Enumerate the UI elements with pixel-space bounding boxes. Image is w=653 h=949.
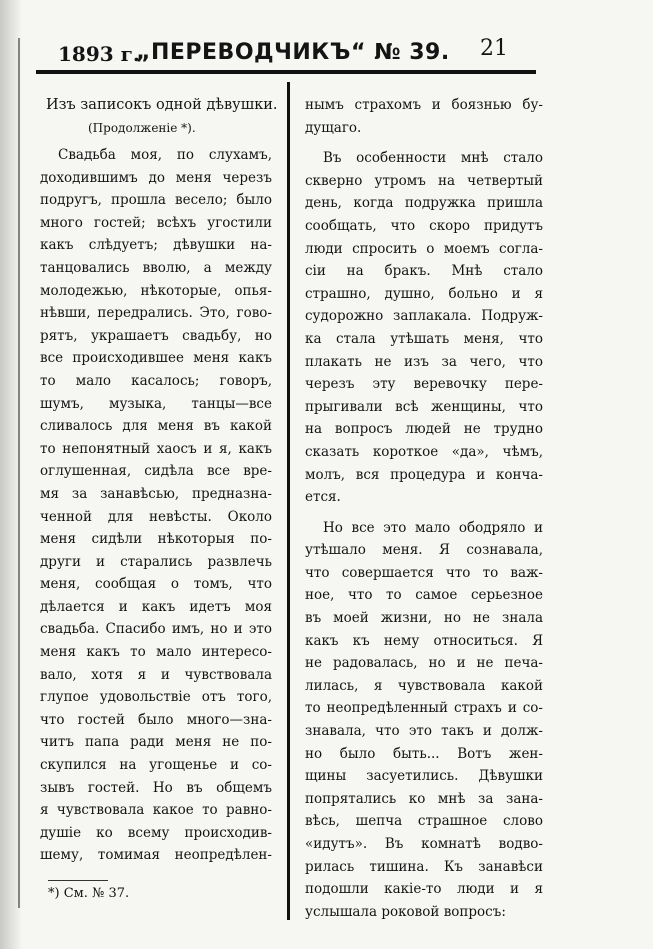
text-line: нымъ страхомъ и боязнью бу- [305,97,543,113]
text-line: сообщать, что скоро придутъ [305,217,543,234]
text-line: сіи на бракъ. Мнѣ стало [305,263,543,280]
text-line: много гостей; всѣхъ угостили [40,214,272,231]
text-line: день, когда подружка пришла [305,195,543,212]
text-line: читъ папа ради меня не по- [40,734,272,751]
text-line: Свадьба моя, по слухамъ, [58,147,272,163]
text-line: вѣсь, шепча страшное слово [305,813,543,830]
text-line: но было быть... Вотъ жен- [305,745,543,762]
text-line: мя за занавѣсью, предназна- [40,485,272,502]
text-line: «идутъ». Въ комнатѣ водво- [305,836,543,852]
text-line: прыгивали всѣ женщины, что [305,398,543,415]
footnote: *) См. № 37. [48,886,130,901]
text-line: скупился на угощенье и со- [40,757,272,774]
header-rule [36,70,536,74]
text-line: оглушенная, сидѣла все вре- [40,463,272,480]
right-paragraph-3 [305,517,543,924]
text-line: танцовались вволю, а между [40,259,272,276]
column-divider [287,82,290,920]
text-line: Въ особенности мнѣ стало [323,150,543,167]
text-line: душіе ко всему происходив- [40,824,272,841]
text-line: молъ, вся процедура и конча- [305,466,543,483]
text-line: знавала, что это такъ и долж- [305,723,543,740]
text-line: я чувствовала какое то равно- [40,802,272,819]
right-column [305,94,543,923]
header-year: 1893 г. [58,42,140,66]
text-line: шумъ, музыка, танцы—все [40,395,272,412]
text-line: услышала роковой вопросъ: [305,903,506,920]
text-line: шему, томимая неопредѣлен- [40,847,272,864]
text-line: что гостей было много—зна- [40,711,272,728]
text-line: не радовалась, но и не печа- [305,655,543,672]
right-paragraph-2 [305,147,543,509]
footnote-rule [48,880,108,881]
text-line: доходившимъ до меня черезъ [40,169,272,186]
text-line: други и старались развлечь [40,553,272,570]
text-line: рятъ, украшаетъ свадьбу, но [40,327,272,344]
article-title: Изъ записокъ одной дѣвушки. [46,97,278,113]
text-line: въ моей жизни, но не знала [305,610,543,627]
text-line: то неопредѣленный страхъ и со- [305,700,543,717]
text-line: подошли какіе-то люди и я [305,881,543,898]
text-line: какъ къ нему относиться. Я [305,632,543,649]
text-line: вало, хотя я и чувствовала [40,666,272,683]
text-line: меня, сообщая о томъ, что [40,576,272,593]
text-line: меня какъ то мало интересо- [40,644,272,661]
left-column [40,94,278,867]
left-column-text [40,144,272,867]
text-line: рилась тишина. Къ занавѣси [305,858,543,875]
text-line: попрятались ко мнѣ за зана- [305,790,543,807]
text-line: щины засуетились. Дѣвушки [305,768,543,785]
text-line: судорожно заплакала. Подруж- [305,308,543,325]
text-line: дущаго. [305,119,362,136]
text-line: на вопросъ людей не трудно [305,421,543,438]
right-paragraph-1 [305,94,543,139]
text-line: страшно, душно, больно и я [305,285,543,302]
text-line: все происходившее меня какъ [40,350,272,367]
text-line: сливалось для меня въ какой [40,418,272,435]
text-line: лилась, я чувствовала какой [305,677,543,694]
text-line: Но все это мало ободряло и [323,519,543,536]
text-line: ченной для невѣсты. Около [40,508,272,525]
text-line: утѣшало меня. Я сознавала, [305,542,543,559]
text-line: плакать не изъ за чего, что [305,353,543,370]
text-line: то мало касалось; говоръ, [40,372,272,389]
text-line: свадьба. Спасибо имъ, но и это [40,621,272,638]
text-line: черезъ эту веревочку пере- [305,376,543,393]
article-subtitle: (Продолженіе *). [88,121,196,135]
text-line: что совершается что то важ- [305,564,543,581]
text-line: подругъ, прошла весело; было [40,192,272,209]
text-line: сказать короткое «да», чѣмъ, [305,443,543,460]
margin-rule [18,38,20,908]
text-line: ка стала утѣшать меня, что [305,330,543,347]
text-line: дѣлается и какъ идетъ моя [40,598,272,615]
text-line: молодежью, нѣкоторые, опья- [40,282,272,299]
text-line: нѣвши, передрались. Это, гово- [40,305,272,322]
text-line: меня сидѣли нѣкоторыя по- [40,531,272,548]
text-line: люди спросить о моемъ согла- [305,240,543,257]
page-header [36,30,536,70]
header-title: „ПЕРЕВОДЧИКЪ“ № 39. [136,40,450,65]
page-number: 21 [480,36,508,61]
text-line: то непонятный хаосъ и я, какъ [40,440,272,457]
text-line: глупое удовольствіе отъ того, [40,689,272,706]
text-line: ется. [305,489,341,506]
text-line: зывъ гостей. Но въ общемъ [40,779,272,796]
text-line: ное, что то самое серьезное [305,587,543,604]
text-line: скверно утромъ на четвертый [305,172,543,189]
text-line: какъ слѣдуетъ; дѣвушки на- [40,237,272,254]
